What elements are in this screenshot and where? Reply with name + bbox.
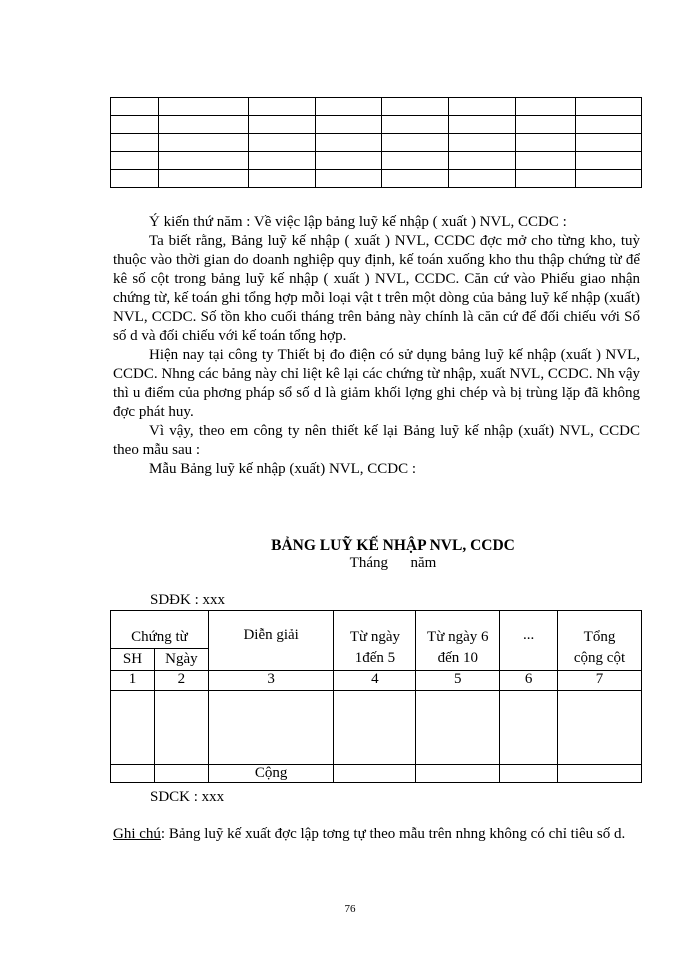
top-table-cell xyxy=(516,98,576,116)
top-table-cell xyxy=(576,170,642,188)
paragraph-3: Vì vậy, theo em công ty nên thiết kế lại Bảng luỹ kế nhập (xuất) NVL, CCDC theo mẫu sau : xyxy=(113,423,640,458)
cong-label: Cộng xyxy=(208,765,334,783)
top-table-cell xyxy=(516,116,576,134)
top-table-cell xyxy=(248,98,315,116)
top-table-cell xyxy=(382,134,449,152)
page-number: 76 xyxy=(344,903,356,915)
paragraph-4: Mẫu Bảng luỹ kế nhập (xuất) NVL, CCDC : xyxy=(149,461,417,477)
top-table-cell xyxy=(248,170,315,188)
top-empty-table xyxy=(110,97,642,188)
header-dots: ... xyxy=(500,611,558,671)
top-table-cell xyxy=(315,134,382,152)
top-table-cell xyxy=(315,170,382,188)
top-table-row xyxy=(111,152,642,170)
top-table-row xyxy=(111,116,642,134)
header-tong-cong-cot: Tổng cộng cột xyxy=(558,611,642,671)
top-table-cell xyxy=(111,116,159,134)
opinion-label: Ý kiến thứ năm : xyxy=(149,214,251,230)
paragraph-1: Ta biết rằng, Bảng luỹ kế nhập ( xuất ) NVL, CCDC đợc mở cho từng kho, tuỳ thuộc vào thời gian do doanh nghiệp quy định, kế toán xuống kho thu thập chứng từ để kê số cột trong bảng luỹ kế nhập ( xuất ) NVL, CCDC. Căn cứ vào Phiếu giao nhận chứng từ, kế toán ghi tổng hợp mỗi loại vật t trên một dòng của bảng luỹ kế nhập (xuất) NVL, CCDC. Số tồn kho cuối tháng trên bảng này chính là căn cứ để đối chiếu với Sổ số d và đối chiếu với kế toán tổng hợp. xyxy=(113,233,640,344)
top-table-cell xyxy=(315,152,382,170)
top-table-row xyxy=(111,134,642,152)
top-table-cell xyxy=(449,152,516,170)
top-table-cell xyxy=(382,152,449,170)
col-number: 7 xyxy=(558,671,642,691)
top-table-cell xyxy=(248,134,315,152)
sdck-label: SDCK : xxx xyxy=(150,789,225,805)
header-tu-ngay-1: Từ ngày 1đến 5 xyxy=(334,611,416,671)
top-table-cell xyxy=(382,116,449,134)
top-table-cell xyxy=(158,98,248,116)
note-text: : Bảng luỹ kế xuất đợc lập tơng tự theo mẫu trên nhng không có chỉ tiêu số d. xyxy=(160,826,626,842)
col-number: 4 xyxy=(334,671,416,691)
paragraph-2: Hiện nay tại công ty Thiết bị đo điện có sử dụng bảng luỹ kế nhập (xuất ) NVL, CCDC. Nhng các bảng này chỉ liệt kê lại các chứng từ nhập, xuất NVL, CCDC. Nh vậy thì u điểm của phơng pháp sổ số d là giảm khối lợng ghi chép và bị trùng lặp đã không đợc phát huy. xyxy=(113,347,640,420)
top-table-cell xyxy=(449,170,516,188)
number-row xyxy=(111,671,642,691)
top-table-cell xyxy=(315,98,382,116)
top-table-cell xyxy=(516,134,576,152)
paragraph-opinion-five: Ý kiến thứ năm : Về việc lập bảng luỹ kế nhập ( xuất ) NVL, CCDC : xyxy=(149,214,567,230)
top-table-cell xyxy=(449,116,516,134)
top-table-cell xyxy=(111,98,159,116)
top-table-cell xyxy=(315,116,382,134)
form-title: BẢNG LUỸ KẾ NHẬP NVL, CCDC xyxy=(271,537,515,554)
top-table-cell xyxy=(111,170,159,188)
top-table-cell xyxy=(158,170,248,188)
note xyxy=(113,825,640,844)
ledger-table xyxy=(110,610,642,783)
col-number: 2 xyxy=(154,671,208,691)
col-number: 6 xyxy=(500,671,558,691)
top-table-cell xyxy=(576,116,642,134)
top-table-cell xyxy=(248,116,315,134)
top-table-cell xyxy=(158,152,248,170)
top-table-cell xyxy=(248,152,315,170)
header-dien-giai: Diễn giải xyxy=(208,611,334,671)
top-table-cell xyxy=(516,152,576,170)
top-table-cell xyxy=(576,98,642,116)
top-table-cell xyxy=(449,98,516,116)
top-table-cell xyxy=(516,170,576,188)
header-tu-ngay-2: Từ ngày 6 đến 10 xyxy=(416,611,500,671)
col-number: 5 xyxy=(416,671,500,691)
top-table-cell xyxy=(576,152,642,170)
top-table-cell xyxy=(111,134,159,152)
top-table-cell xyxy=(382,170,449,188)
header-ngay: Ngày xyxy=(154,649,208,671)
col-number: 3 xyxy=(208,671,334,691)
top-table-row xyxy=(111,98,642,116)
top-table-cell xyxy=(382,98,449,116)
header-chung-tu: Chứng từ xyxy=(111,611,209,649)
top-table-cell xyxy=(576,134,642,152)
top-table-cell xyxy=(449,134,516,152)
top-table-cell xyxy=(158,134,248,152)
header-sh: SH xyxy=(111,649,155,671)
body-text xyxy=(113,213,640,479)
body-row xyxy=(111,691,642,765)
note-label: Ghi chú xyxy=(113,826,161,842)
top-table-cell xyxy=(111,152,159,170)
top-table-cell xyxy=(158,116,248,134)
top-table-row xyxy=(111,170,642,188)
col-number: 1 xyxy=(111,671,155,691)
total-row xyxy=(111,765,642,783)
sddk-label: SDĐK : xxx xyxy=(150,592,226,608)
form-subtitle: Tháng năm xyxy=(349,555,437,571)
